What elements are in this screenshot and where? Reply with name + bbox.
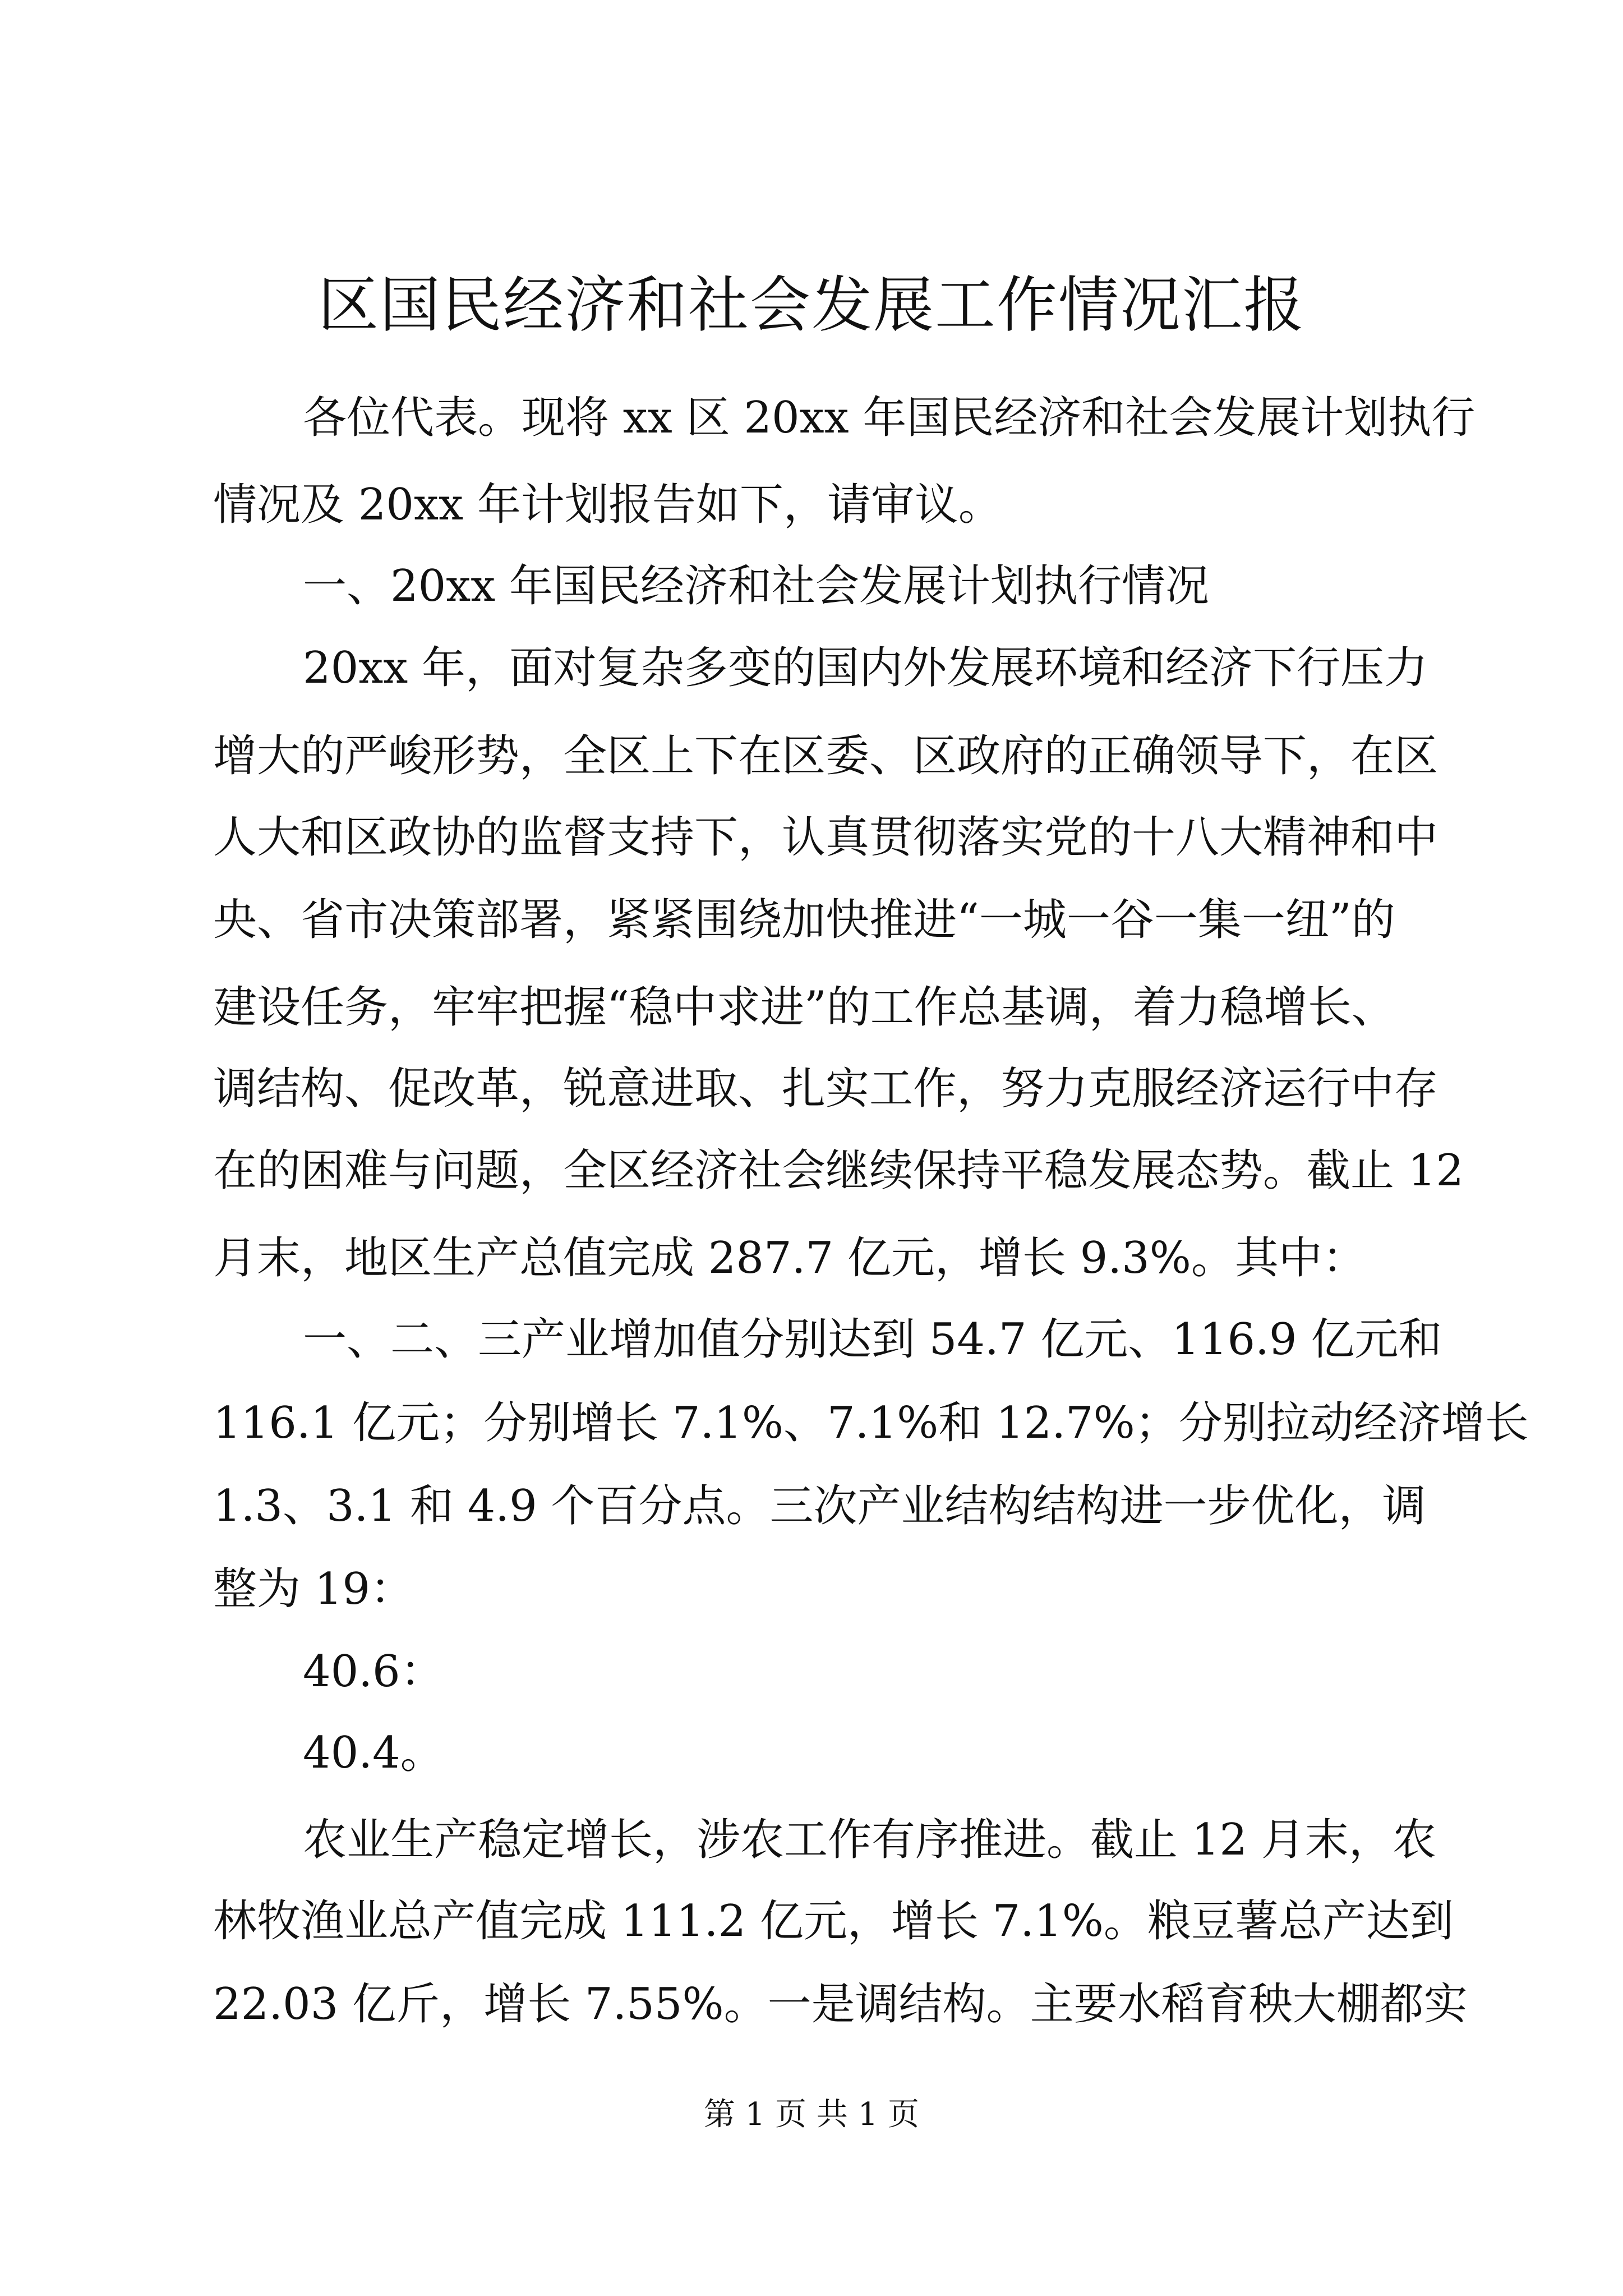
body-line: 各位代表。现将 xx 区 20xx 年国民经济和社会发展计划执行 (303, 393, 1476, 443)
body-line: 40.4。 (303, 1728, 444, 1778)
body-line: 情况及 20xx 年计划报告如下，请审议。 (213, 480, 1002, 530)
body-line: 增大的严峻形势，全区上下在区委、区政府的正确领导下，在区 (213, 731, 1438, 781)
body-line: 在的困难与问题，全区经济社会继续保持平稳发展态势。截止 12 (213, 1145, 1464, 1196)
section-heading: 一、20xx 年国民经济和社会发展计划执行情况 (303, 561, 1210, 611)
document-title: 区国民经济和社会发展工作情况汇报 (317, 270, 1305, 341)
body-line: 40.6： (303, 1646, 444, 1697)
page-footer: 第 1 页 共 1 页 (703, 2096, 920, 2133)
body-line: 一、二、三产业增加值分别达到 54.7 亿元、116.9 亿元和 (303, 1314, 1442, 1365)
body-line: 116.1 亿元；分别增长 7.1%、7.1%和 12.7%；分别拉动经济增长 (213, 1398, 1529, 1448)
body-line: 调结构、促改革，锐意进取、扎实工作，努力克服经济运行中存 (213, 1064, 1438, 1114)
body-line: 22.03 亿斤，增长 7.55%。一是调结构。主要水稻育秧大棚都实 (213, 1979, 1468, 2030)
body-line: 林牧渔业总产值完成 111.2 亿元，增长 7.1%。粮豆薯总产达到 (213, 1896, 1454, 1947)
body-line: 1.3、3.1 和 4.9 个百分点。三次产业结构结构进一步优化，调 (213, 1481, 1426, 1531)
body-line: 月末，地区生产总值完成 287.7 亿元，增长 9.3%。其中： (213, 1233, 1366, 1283)
body-line: 央、省市决策部署，紧紧围绕加快推进“一城一谷一集一纽”的 (213, 895, 1395, 945)
body-line: 人大和区政协的监督支持下，认真贯彻落实党的十八大精神和中 (213, 812, 1438, 863)
body-line: 农业生产稳定增长，涉农工作有序推进。截止 12 月末，农 (303, 1815, 1436, 1865)
body-line: 整为 19： (213, 1564, 414, 1614)
body-line: 建设任务，牢牢把握“稳中求进”的工作总基调，着力稳增长、 (213, 982, 1395, 1033)
body-line: 20xx 年，面对复杂多变的国内外发展环境和经济下行压力 (303, 643, 1428, 693)
